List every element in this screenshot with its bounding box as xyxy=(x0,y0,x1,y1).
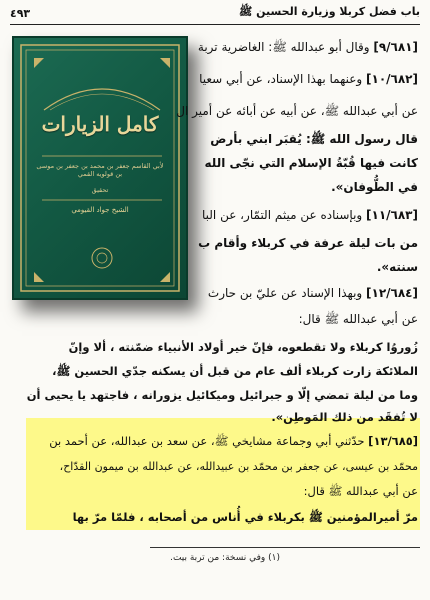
cover-subtitle: لأبي القاسم جعفر بن محمد بن جعفر بن موسى بن قولويه القمي xyxy=(36,162,164,179)
text-line: [٩/٦٨١] وقال أبو عبدالله ﷺ: الغاضرية تربة xyxy=(197,40,418,54)
book-cover xyxy=(12,36,188,300)
text-line: قال رسول الله ﷺ: يُقبَر ابني بأرض xyxy=(210,132,418,146)
text-line: في الطُّوفان». xyxy=(331,180,418,194)
page-number: ٤٩٣ xyxy=(10,6,31,20)
footnote-divider xyxy=(150,547,420,548)
running-header xyxy=(10,2,420,25)
text-line: زُوروُا كربلاء ولا تقطعوه، فإنّ خير أولاد الأنبياء ضمّنته ، ألا وإنّ xyxy=(68,340,418,354)
text-line: [١٠/٦٨٢] وعنهما بهذا الإسناد، عن أبي سعيا xyxy=(199,72,418,86)
footnote: (١) وفي نسخة: من تربة بيت. xyxy=(170,553,280,563)
text-line: من بات ليلة عرفة في كربلاء وأقام ب xyxy=(198,236,418,250)
cover-title: كامل الزيارات xyxy=(41,112,159,136)
text-line: سنته». xyxy=(376,260,418,274)
text-line: عن أبي عبدالله ﷺ، عن أبيه عن أبائه عن أمير ال xyxy=(176,104,418,118)
cover-subtitle-2: تحقيق xyxy=(91,186,109,194)
text-line: عن أبي عبدالله ﷺ قال: xyxy=(303,484,418,498)
text-line: مرّ أميرالمؤمنين ﷺ بكربلاء في أُناس من أصحابه ، فلمّا مرّ بها xyxy=(72,510,418,524)
text-line: [١٢/٦٨٤] وبهذا الإسناد عن عليّ بن حارث xyxy=(207,286,418,300)
text-line: كانت فيها قُبّةُ الإسلام التي نجّى الله xyxy=(204,156,418,170)
text-line: [١٣/٦٨٥] حدّثني أبي وجماعة مشايخي ﷺ، عن سعد بن عبدالله، عن أحمد بن xyxy=(49,434,418,448)
chapter-title: باب فضل كربلا وزيارة الحسين ﷺ xyxy=(238,5,420,18)
text-line: عن أبي عبدالله ﷺ قال: xyxy=(298,312,418,326)
text-line: الملائكة زارت كربلاء ألف عام من قبل أن يسكنه جدّي الحسين ﷺ، xyxy=(52,364,418,378)
cover-author: الشيخ جواد القيومي xyxy=(71,206,129,214)
text-line: لا تُفقَد من ذلك المَوطِن». xyxy=(271,410,418,424)
text-line: محمّد بن عيسى، عن جعفر بن محمّد بن عبيدالله، عن عبدالله بن ميمون القدّاح، xyxy=(59,460,418,473)
text-line: [١١/٦٨٣] وبإسناده عن ميثم التمّار، عن البا xyxy=(201,208,418,222)
text-line: وما من ليلة تمضي إلّا و جبرائيل وميكائيل يزورانه ، فاجتهد يا يحيى أن xyxy=(26,388,418,402)
